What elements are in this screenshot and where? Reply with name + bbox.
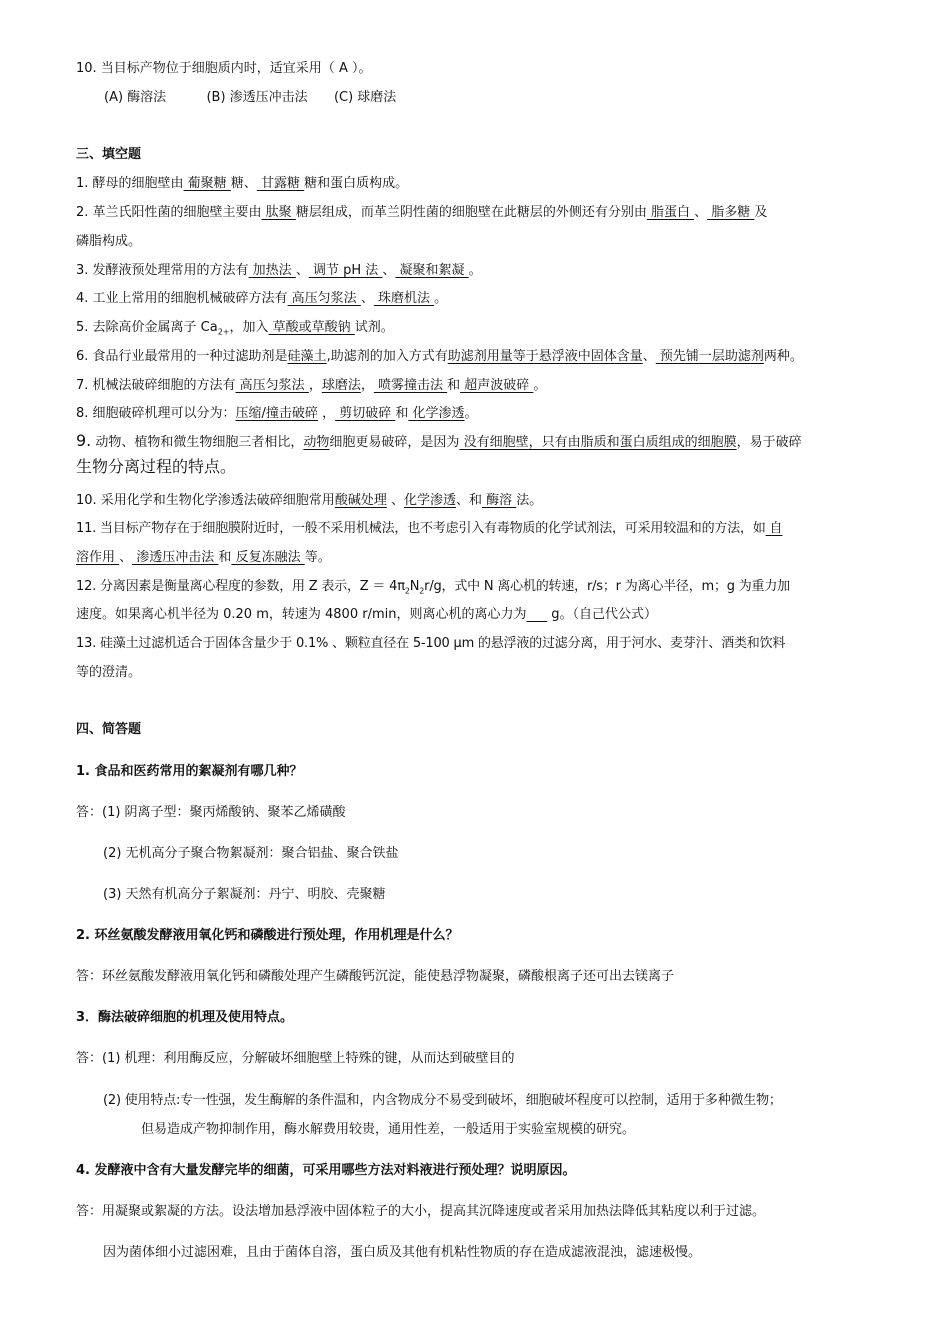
fill-2-text-2: 糖层组成，而革兰阴性菌的细胞壁在此糖层的外侧还有分别由 xyxy=(295,205,647,220)
fill-7-text-3: ， xyxy=(360,378,374,393)
fill-13-line-2: 等的澄清。 xyxy=(76,665,142,680)
fill-6 xyxy=(76,348,803,366)
fill-1-text-3: 糖和蛋白质构成。 xyxy=(304,176,409,191)
fill-7 xyxy=(76,377,546,395)
fill-3-answer-2: 调节 pH 法 xyxy=(308,263,383,278)
fill-11-answer-2: 渗透压冲击法 xyxy=(132,550,219,565)
fill-11-answer-1: 自 xyxy=(765,521,783,536)
short-q4-title: 4. 发酵液中含有大量发酵完毕的细菌，可采用哪些方法对料液进行预处理？说明原因。 xyxy=(76,1163,576,1178)
fill-13: 13. 硅藻土过滤机适合于固体含量少于 0.1% 、颗粒直径在 5-100 μm 的悬浮液的过滤分离，用于河水、麦芽汁、酒类和饮料 xyxy=(76,636,786,651)
fill-6-answer-2: 助滤剂用量等于悬浮液中固体含量 xyxy=(447,349,643,364)
fill-12-sub-2: 2 xyxy=(419,586,425,596)
fill-3-text-2: 、 xyxy=(295,263,309,278)
fill-3 xyxy=(76,262,482,280)
short-q1-title: 1. 食品和医药常用的絮凝剂有哪几种？ xyxy=(76,764,303,779)
fill-9-text-3: ，易于破碎 xyxy=(736,435,802,450)
fill-2 xyxy=(76,204,767,222)
fill-1-text-2: 糖、 xyxy=(230,176,257,191)
fill-11-text-3: 和 xyxy=(218,550,232,565)
short-q1-answer-3: (3) 天然有机高分子絮凝剂：丹宁、明胶、壳聚糖 xyxy=(103,887,386,902)
fill-11-answer-1-cont: 溶作用 xyxy=(76,550,120,565)
fill-7-answer-3: 喷雾撞击法 xyxy=(373,378,448,393)
fill-12 xyxy=(76,578,790,601)
fill-4-answer-2: 珠磨机法 xyxy=(373,291,435,306)
fill-10 xyxy=(76,492,542,510)
fill-9-text-2: 细胞更易破碎，是因为 xyxy=(329,435,460,450)
fill-7-answer-1: 高压匀浆法 xyxy=(235,378,309,393)
question-10: 10. 当目标产物位于细胞质内时，适宜采用（ A ）。 xyxy=(76,61,372,76)
fill-1-answer-1: 葡聚糖 xyxy=(183,176,231,191)
section-title-fill-blank: 三、填空题 xyxy=(76,147,142,162)
fill-8-text-3: 和 xyxy=(395,406,409,421)
fill-3-text: 3. 发酵液预处理常用的方法有 xyxy=(76,263,249,278)
fill-5-text: 5. 去除高价金属离子 Ca xyxy=(76,320,218,335)
fill-4-text: 4. 工业上常用的细胞机械破碎方法有 xyxy=(76,291,288,306)
fill-8-answer-1: 压缩/撞击破碎 xyxy=(235,406,318,421)
fill-8-answer-2: 剪切破碎 xyxy=(335,406,396,421)
fill-6-text-4: 两种。 xyxy=(763,349,803,364)
fill-10-text: 10. 采用化学和生物化学渗透法破碎细胞常用 xyxy=(76,493,335,508)
fill-8 xyxy=(76,405,478,423)
fill-6-answer-1: 硅藻土 xyxy=(287,349,327,364)
fill-12-line-2-text-2: g。（自己代公式） xyxy=(547,607,658,622)
question-10-options xyxy=(104,89,396,107)
fill-6-text: 6. 食品行业最常用的一种过滤助剂是 xyxy=(76,349,288,364)
fill-10-answer-3: 酶溶 xyxy=(482,493,517,508)
short-q4-answer-1: 答：用凝聚或絮凝的方法。设法增加悬浮液中固体粒子的大小，提高其沉降速度或者采用加热法降低其粘度以利于过滤。 xyxy=(76,1204,766,1219)
fill-9-text: 动物、植物和微生物细胞三者相比， xyxy=(91,435,304,450)
fill-10-text-2: 、 xyxy=(386,493,404,508)
fill-3-text-4: 。 xyxy=(468,263,482,278)
fill-9 xyxy=(76,432,802,452)
fill-12-text-2: r/g，式中 N 离心机的转速，r/s；r 为离心半径，m；g 为重力加 xyxy=(424,579,790,594)
short-q3-answer-1: 答：(1) 机理：利用酶反应，分解破坏细胞壁上特殊的键，从而达到破壁目的 xyxy=(76,1051,515,1066)
fill-1-text: 1. 酵母的细胞壁由 xyxy=(76,176,184,191)
fill-6-text-2: ,助滤剂的加入方式有 xyxy=(326,349,448,364)
fill-12-blank xyxy=(526,607,547,622)
fill-8-text-4: 。 xyxy=(464,406,478,421)
option-c: (C) 球磨法 xyxy=(333,90,397,105)
fill-10-text-4: 法。 xyxy=(516,493,543,508)
fill-4-answer-1: 高压匀浆法 xyxy=(287,291,361,306)
short-q3-answer-3: 但易造成产物抑制作用，酶水解费用较贵，通用性差，一般适用于实验室规模的研究。 xyxy=(141,1122,636,1137)
fill-10-answer-1: 酸碱处理 xyxy=(334,493,387,508)
option-a: (A) 酶溶法 xyxy=(104,90,167,105)
section-title-short-answer: 四、简答题 xyxy=(76,722,142,737)
short-q2-answer-1: 答：环丝氨酸发酵液用氧化钙和磷酸处理产生磷酸钙沉淀，能使悬浮物凝聚，磷酸根离子还可出去镁离子 xyxy=(76,969,675,984)
short-q1-answer-2: (2) 无机高分子聚合物絮凝剂：聚合铝盐、聚合铁盐 xyxy=(103,846,399,861)
fill-5-text-3: 试剂。 xyxy=(354,320,394,335)
fill-4-text-3: 。 xyxy=(434,291,448,306)
fill-11-answer-3: 反复冻融法 xyxy=(231,550,305,565)
fill-7-answer-4: 超声波破碎 xyxy=(460,378,534,393)
fill-9-answer-1: 动物 xyxy=(303,435,330,450)
fill-5 xyxy=(76,319,394,342)
fill-8-text: 8. 细胞破碎机理可以分为： xyxy=(76,406,236,421)
fill-10-text-3: 、和 xyxy=(455,493,482,508)
fill-2-answer-1: 肽聚 xyxy=(261,205,296,220)
fill-2-line-2: 磷脂构成。 xyxy=(76,234,142,249)
fill-1-answer-2: 甘露糖 xyxy=(256,176,305,191)
fill-12-symbol-n: N xyxy=(409,579,420,594)
fill-9-answer-2: 没有细胞壁，只有由脂质和蛋白质组成的细胞膜 xyxy=(459,435,737,450)
fill-3-answer-3: 凝聚和絮凝 xyxy=(395,263,469,278)
fill-11-text-2: 、 xyxy=(119,550,133,565)
short-q1-answer-1: 答：(1) 阴离子型：聚丙烯酸钠、聚苯乙烯磺酸 xyxy=(76,805,346,820)
fill-9-line-2: 生物分离过程的特点。 xyxy=(76,457,237,476)
short-q4-answer-2: 因为菌体细小过滤困难，且由于菌体自溶，蛋白质及其他有机粘性物质的存在造成滤液混浊，滤速极慢。 xyxy=(103,1245,702,1260)
fill-6-text-3: 、 xyxy=(642,349,656,364)
short-q3-answer-2: (2) 使用特点:专一性强，发生酶解的条件温和，内含物成分不易受到破坏，细胞破坏程度可以控制，适用于多种微生物； xyxy=(103,1093,782,1108)
fill-2-text-4: 及 xyxy=(754,205,768,220)
fill-2-text-3: 、 xyxy=(694,205,708,220)
fill-12-text: 12. 分离因素是衡量离心程度的参数，用 Z 表示，Z ＝ 4π xyxy=(76,579,405,594)
fill-11 xyxy=(76,520,782,538)
fill-11-text-4: 等。 xyxy=(304,550,331,565)
fill-3-answer-1: 加热法 xyxy=(248,263,296,278)
option-b: (B) 渗透压冲击法 xyxy=(206,90,308,105)
fill-11-line-2 xyxy=(76,549,331,567)
fill-4-text-2: 、 xyxy=(360,291,374,306)
fill-10-answer-2: 化学渗透 xyxy=(403,493,456,508)
fill-2-text: 2. 革兰氏阳性菌的细胞壁主要由 xyxy=(76,205,262,220)
fill-12-line-2 xyxy=(76,606,657,624)
fill-5-subscript: 2+ xyxy=(217,327,230,337)
fill-7-text-5: 。 xyxy=(533,378,547,393)
fill-12-line-2-text: 速度。如果离心机半径为 0.20 m，转速为 4800 r/min，则离心机的离心力为 xyxy=(76,607,527,622)
fill-7-text-2: ， xyxy=(308,378,322,393)
fill-12-sub-1: 2 xyxy=(404,586,410,596)
fill-2-answer-3: 脂多糖 xyxy=(707,205,755,220)
fill-7-text: 7. 机械法破碎细胞的方法有 xyxy=(76,378,236,393)
fill-3-text-3: 、 xyxy=(382,263,396,278)
fill-11-text: 11. 当目标产物存在于细胞膜附近时，一般不采用机械法，也不考虑引入有毒物质的化学试剂法，可采用较温和的方法，如 xyxy=(76,521,766,536)
fill-5-text-2: ，加入 xyxy=(229,320,269,335)
fill-9-number: 9. xyxy=(76,431,92,450)
fill-7-text-4: 和 xyxy=(447,378,461,393)
fill-2-answer-2: 脂蛋白 xyxy=(646,205,695,220)
fill-1 xyxy=(76,175,408,193)
fill-6-answer-3: 预先铺一层助滤剂 xyxy=(655,349,764,364)
fill-7-answer-2: 球磨法 xyxy=(321,378,361,393)
fill-5-answer-1: 草酸或草酸钠 xyxy=(268,320,355,335)
fill-8-text-2: ， xyxy=(317,406,336,421)
short-q3-title: 3．酶法破碎细胞的机理及使用特点。 xyxy=(76,1010,294,1025)
fill-8-answer-3: 化学渗透 xyxy=(408,406,465,421)
fill-4 xyxy=(76,290,447,308)
short-q2-title: 2. 环丝氨酸发酵液用氧化钙和磷酸进行预处理，作用机理是什么？ xyxy=(76,928,459,943)
